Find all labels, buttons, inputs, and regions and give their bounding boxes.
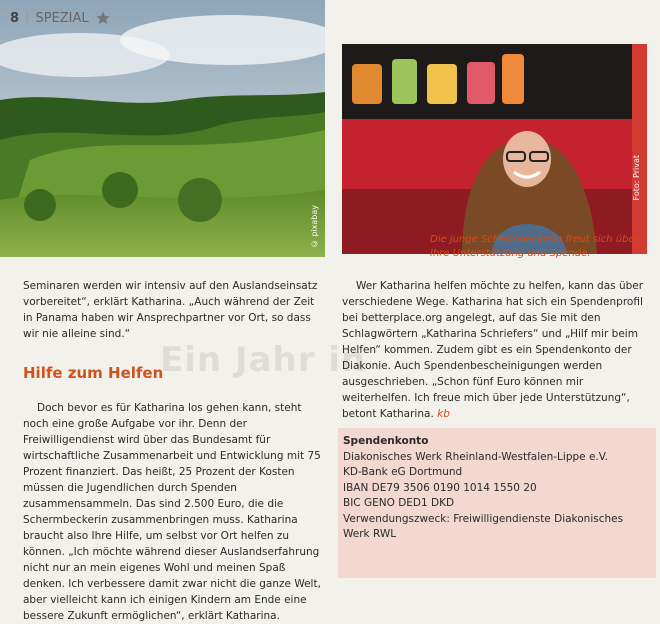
body-paragraph: Doch bevor es für Katharina los gehen kann, steht noch eine große Aufgabe vor ihr. Denn der Freiwilligendienst wird über das Bundesamt für wirtschaftliche Zusammenarbeit und Entwicklung mit 75 Prozent finanziert. Das heißt, 25 Prozent der Kosten müssen die Jugendlichen durch Spenden zusammensammeln. Das sind 2.500 Euro, die die Schermbeckerin zusammenbringen muss. Katharina braucht also Ihre Hilfe, um selbst vor Ort helfen zu können. „Ich möchte während dieser Auslandserfahrung nicht nur an mein eigenes Wohl und meinen Spaß denken. Ich verbessere damit zwar nicht die ganze Welt, aber vielleicht kann ich einigen Kindern am Ende eine bessere Zukunft ermöglichen“, erklärt Katharina. — [23, 402, 321, 622]
right-column-body — [342, 278, 648, 422]
section-label: SPEZIAL — [35, 10, 89, 26]
donation-org: Diakonisches Werk Rheinland-Westfalen-Lippe e.V. — [343, 450, 608, 463]
left-column-body — [23, 400, 325, 624]
intro-paragraph: Seminaren werden wir intensiv auf den Auslandseinsatz vorbereitet“, erklärt Katharina. „Auch während der Zeit in Panama haben wir Ansprechpartner vor Ort, so dass wir nie alleine sind.“ — [23, 280, 318, 340]
star-icon — [95, 10, 111, 26]
section-heading: Hilfe zum Helfen — [23, 364, 164, 382]
page-header — [10, 10, 111, 26]
photo-credit-right: Foto: Privat — [632, 155, 641, 201]
landscape-photo — [0, 0, 325, 257]
donation-account-box — [338, 428, 656, 578]
background-ghost-text: Ein Jahr in — [160, 340, 367, 380]
photo-credit-left: © pixabay — [310, 205, 319, 249]
donation-purpose-cont: Werk RWL — [343, 528, 397, 540]
photo-caption: Die junge Schermbeckerin freut sich über Ihre Unterstützung und Spende. — [430, 234, 639, 259]
donation-bic: BIC GENO DED1 DKD — [343, 497, 455, 509]
donation-iban: IBAN DE79 3506 0190 1014 1550 20 — [343, 481, 537, 494]
author-signature: kb — [437, 408, 450, 420]
donation-bank: KD-Bank eG Dortmund — [343, 466, 463, 478]
donation-purpose: Verwendungszweck: Freiwilligendienste Diakonisches — [343, 512, 624, 525]
header-divider: | — [25, 10, 30, 26]
donation-title: Spendenkonto — [343, 435, 429, 447]
right-paragraph: Wer Katharina helfen möchte zu helfen, kann das über verschiedene Wege. Katharina hat sich ein Spendenprofil bei betterplace.org angelegt, auf das Sie mit den Schlagwörtern „Katharina Schriefers“ und „Hilf mir beim Helfen“ kommen. Zudem gibt es ein Spendenkonto der Diakonie. Auch Spendenbescheinigungen werden ausgeschrieben. „Schon fünf Euro können mir weiterhelfen. Ich freue mich über jede Unterstützung“, betont Katharina. — [342, 280, 644, 420]
portrait-photo — [342, 44, 647, 254]
left-column-intro — [23, 278, 325, 342]
page-number: 8 — [10, 10, 20, 26]
